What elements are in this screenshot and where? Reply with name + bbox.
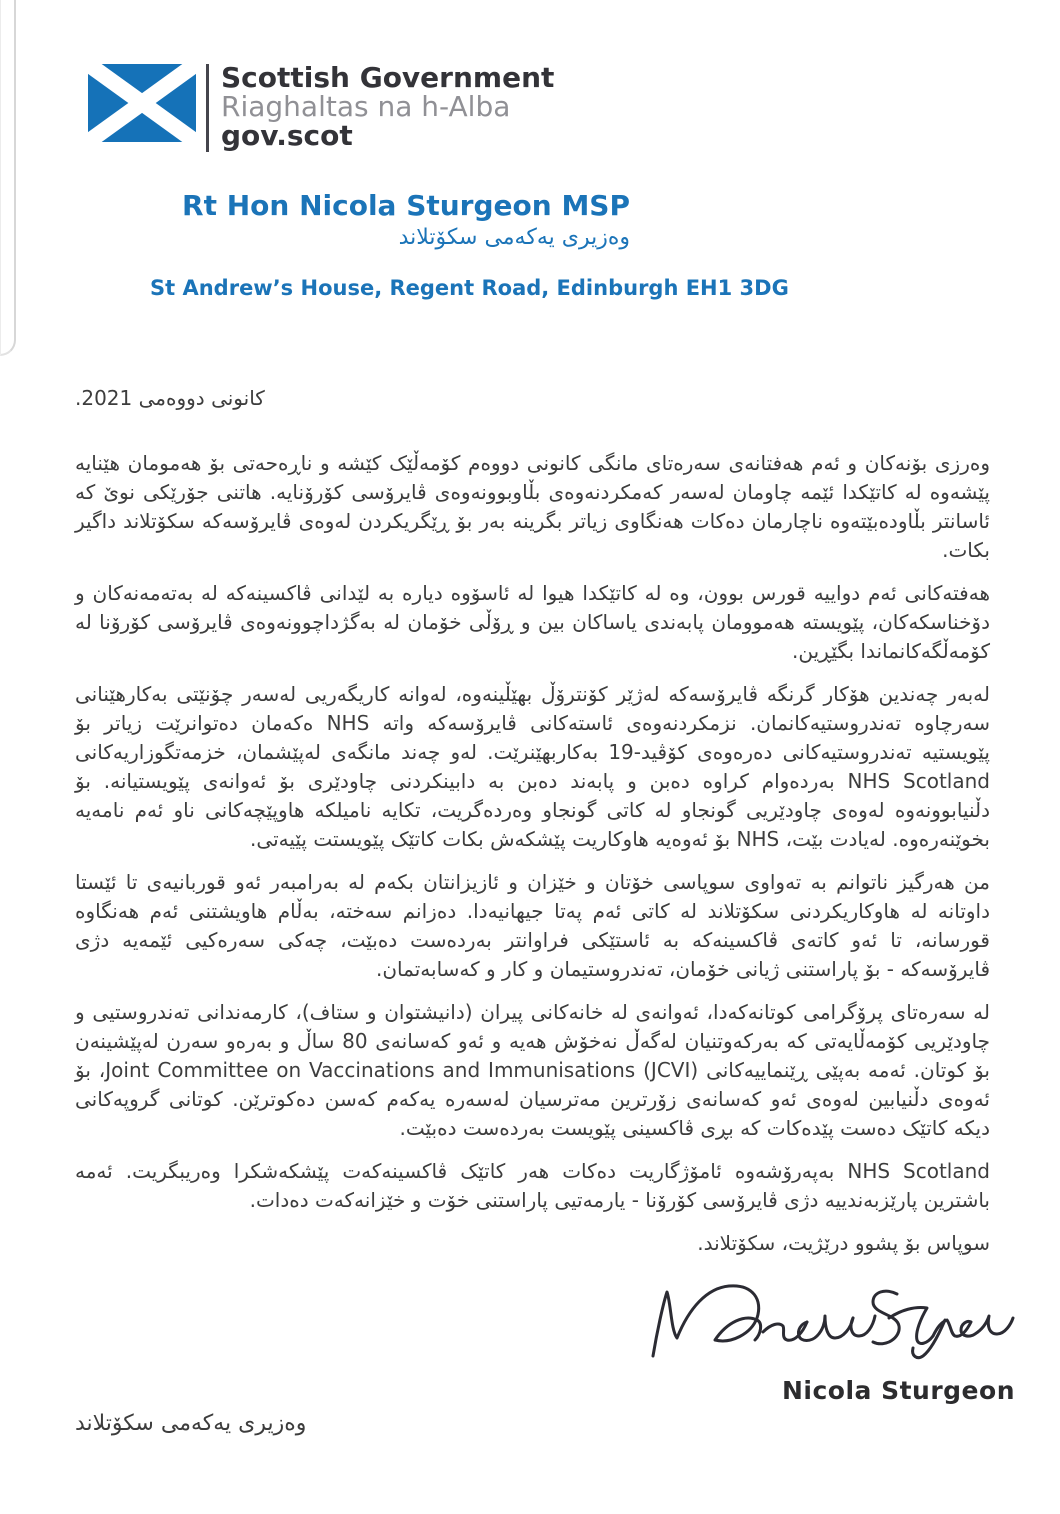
saltire-flag-icon	[88, 64, 196, 142]
signature-block	[75, 1274, 1015, 1439]
logo-divider	[206, 64, 209, 152]
signatory-title-kurdish: وەزیری یەکەمی سکۆتلاند	[75, 1411, 307, 1436]
letter-date: کانونی دووەمی 2021.	[75, 386, 265, 410]
minister-name: Rt Hon Nicola Sturgeon MSP	[182, 189, 630, 222]
office-address: St Andrew’s House, Regent Road, Edinburgh EH1 3DG	[150, 276, 789, 300]
letter-closing: سوپاس بۆ پشوو درێژیت، سکۆتلاند.	[697, 1231, 990, 1255]
letter-body	[75, 384, 990, 1258]
letter-paragraph: هەفتەکانی ئەم دواییە قورس بوون، وە لە کاتێکدا هیوا لە ئاسۆوە دیارە بە لێدانی ڤاکسینەکە لە بەتەمەنەکان و دۆخناسکەکان، پێویستە هەموومان پابەندی یاساکان بین و ڕۆڵی خۆمان لە بەگژداچوونەوەی ڤایرۆسی کۆرۆنا لە کۆمەڵگەکانماندا بگێڕین.	[75, 581, 990, 663]
minister-title-kurdish: وەزیری یەکەمی سکۆتلاند	[398, 225, 630, 250]
letter-paragraph: من هەرگیز ناتوانم بە تەواوی سوپاسی خۆتان و خێزان و ئازیزانتان بکەم لە بەرامبەر ئەو قوربانیەی تا ئێستا داوتانە لە هاوکاریکردنی سکۆتلاند لە کاتی ئەم پەتا جیهانیەدا. دەزانم سەختە، بەڵام هاویشتنی ئەم هەنگاوە قورسانە، تا ئەو کاتەی ڤاکسینەکە بە ئاستێکی فراوانتر بەردەست دەبێت، چەکی سەرەکیی ئێمەیە دژی ڤایرۆسەکە - بۆ پاراستنی ژیانی خۆمان، تەندروستیمان و کار و کەسابەتمان.	[75, 870, 990, 981]
org-domain: gov.scot	[221, 119, 353, 152]
letter-paragraph: لە سەرەتای پرۆگرامی کوتانەکەدا، ئەوانەی لە خانەکانی پیران (دانیشتوان و ستاف)، کارمەندانی تەندروستیی و چاودێریی کۆمەڵایەتی کە بەرکەوتنیان لەگەڵ نەخۆش هەیە و ئەو کەسانەی 80 ساڵ و بەرەو سەرن لەپێشینەن بۆ کوتان. ئەمە بەپێی ڕێنماییەکانی (JCVI) Joint Committee on Vaccinations and Immunisations، بۆ ئەوەی دڵنیابین لەوەی ئەو کەسانەی زۆرترین مەترسیان لەسەرە یەکەم کەسن دەکوترێن. کوتانی گروپەکانی دیکە کاتێک دەست پێدەکات کە بڕی ڤاکسینی پێویست بەردەست دەبێت.	[75, 1000, 990, 1140]
letter-paragraph: لەبەر چەندین هۆکار گرنگە ڤایرۆسەکە لەژێر کۆنترۆڵ بهێڵینەوە، لەوانە کاریگەریی لەسەر چۆنێتی بەکارهێنانی سەرچاوە تەندروستیەکانمان. نزمکردنەوەی ئاستەکانی ڤایرۆسەکە واتە NHS ەکەمان دەتوانرێت زیاتر بۆ پێویستیە تەندروستیەکانی دەرەوەی کۆڤید-19 بەکاربهێنرێت. لەو چەند مانگەی لەپێشمان، خزمەتگوزاریەکانی NHS Scotland بەردەوام کراوە دەبن و پابەند دەبن بە دابینکردنی چاودێری بۆ ئەوانەی پێویستیانە. بۆ دڵنیابوونەوە لەوەی چاودێریی گونجاو لە کاتی گونجاو وەردەگریت، تکایە نامیلکە هاوپێچەکانی ناو ئەم نامەیە بخوێنەرەوە. لەیادت بێت، NHS بۆ ئەوەیە هاوکاریت پێشکەش بکات کاتێک پێویستت پێیەتی.	[75, 682, 990, 851]
logo-text	[221, 61, 555, 152]
page-corner-artifact	[0, 0, 16, 356]
scottish-government-logo	[88, 0, 990, 152]
org-name: Scottish Government	[221, 61, 555, 94]
signatory-name: Nicola Sturgeon	[781, 1376, 1015, 1405]
minister-block	[75, 190, 630, 254]
org-name-gaelic: Riaghaltas na h-Alba	[221, 90, 511, 123]
handwritten-signature	[645, 1274, 1015, 1370]
letter-paragraph: NHS Scotland بەپەرۆشەوە ئامۆژگاریت دەکات هەر کاتێک ڤاکسینەکەت پێشکەشکرا وەریبگریت. ئەمە باشترین پارێزبەندییە دژی ڤایرۆسی کۆرۆنا - یارمەتیی پاراستنی خۆت و خێزانەکەت دەدات.	[75, 1159, 990, 1212]
letter-paragraph: وەرزی بۆنەکان و ئەم هەفتانەی سەرەتای مانگی کانونی دووەم کۆمەڵێک کێشە و ناڕەحەتی بۆ هەمومان هێنایە پێشەوە لە کاتێکدا ئێمە چاومان لەسەر کەمکردنەوەی بڵاوبوونەوەی ڤایرۆسی کۆرۆنایە. هاتنی جۆرێکی نوێ کە ئاسانتر بڵاودەبێتەوە ناچارمان دەکات هەنگاوی زیاتر بگرینە بەر بۆ ڕێگریکردن لەوەی ڤایرۆسەکە سکۆتلاند داگیر بکات.	[75, 451, 990, 562]
